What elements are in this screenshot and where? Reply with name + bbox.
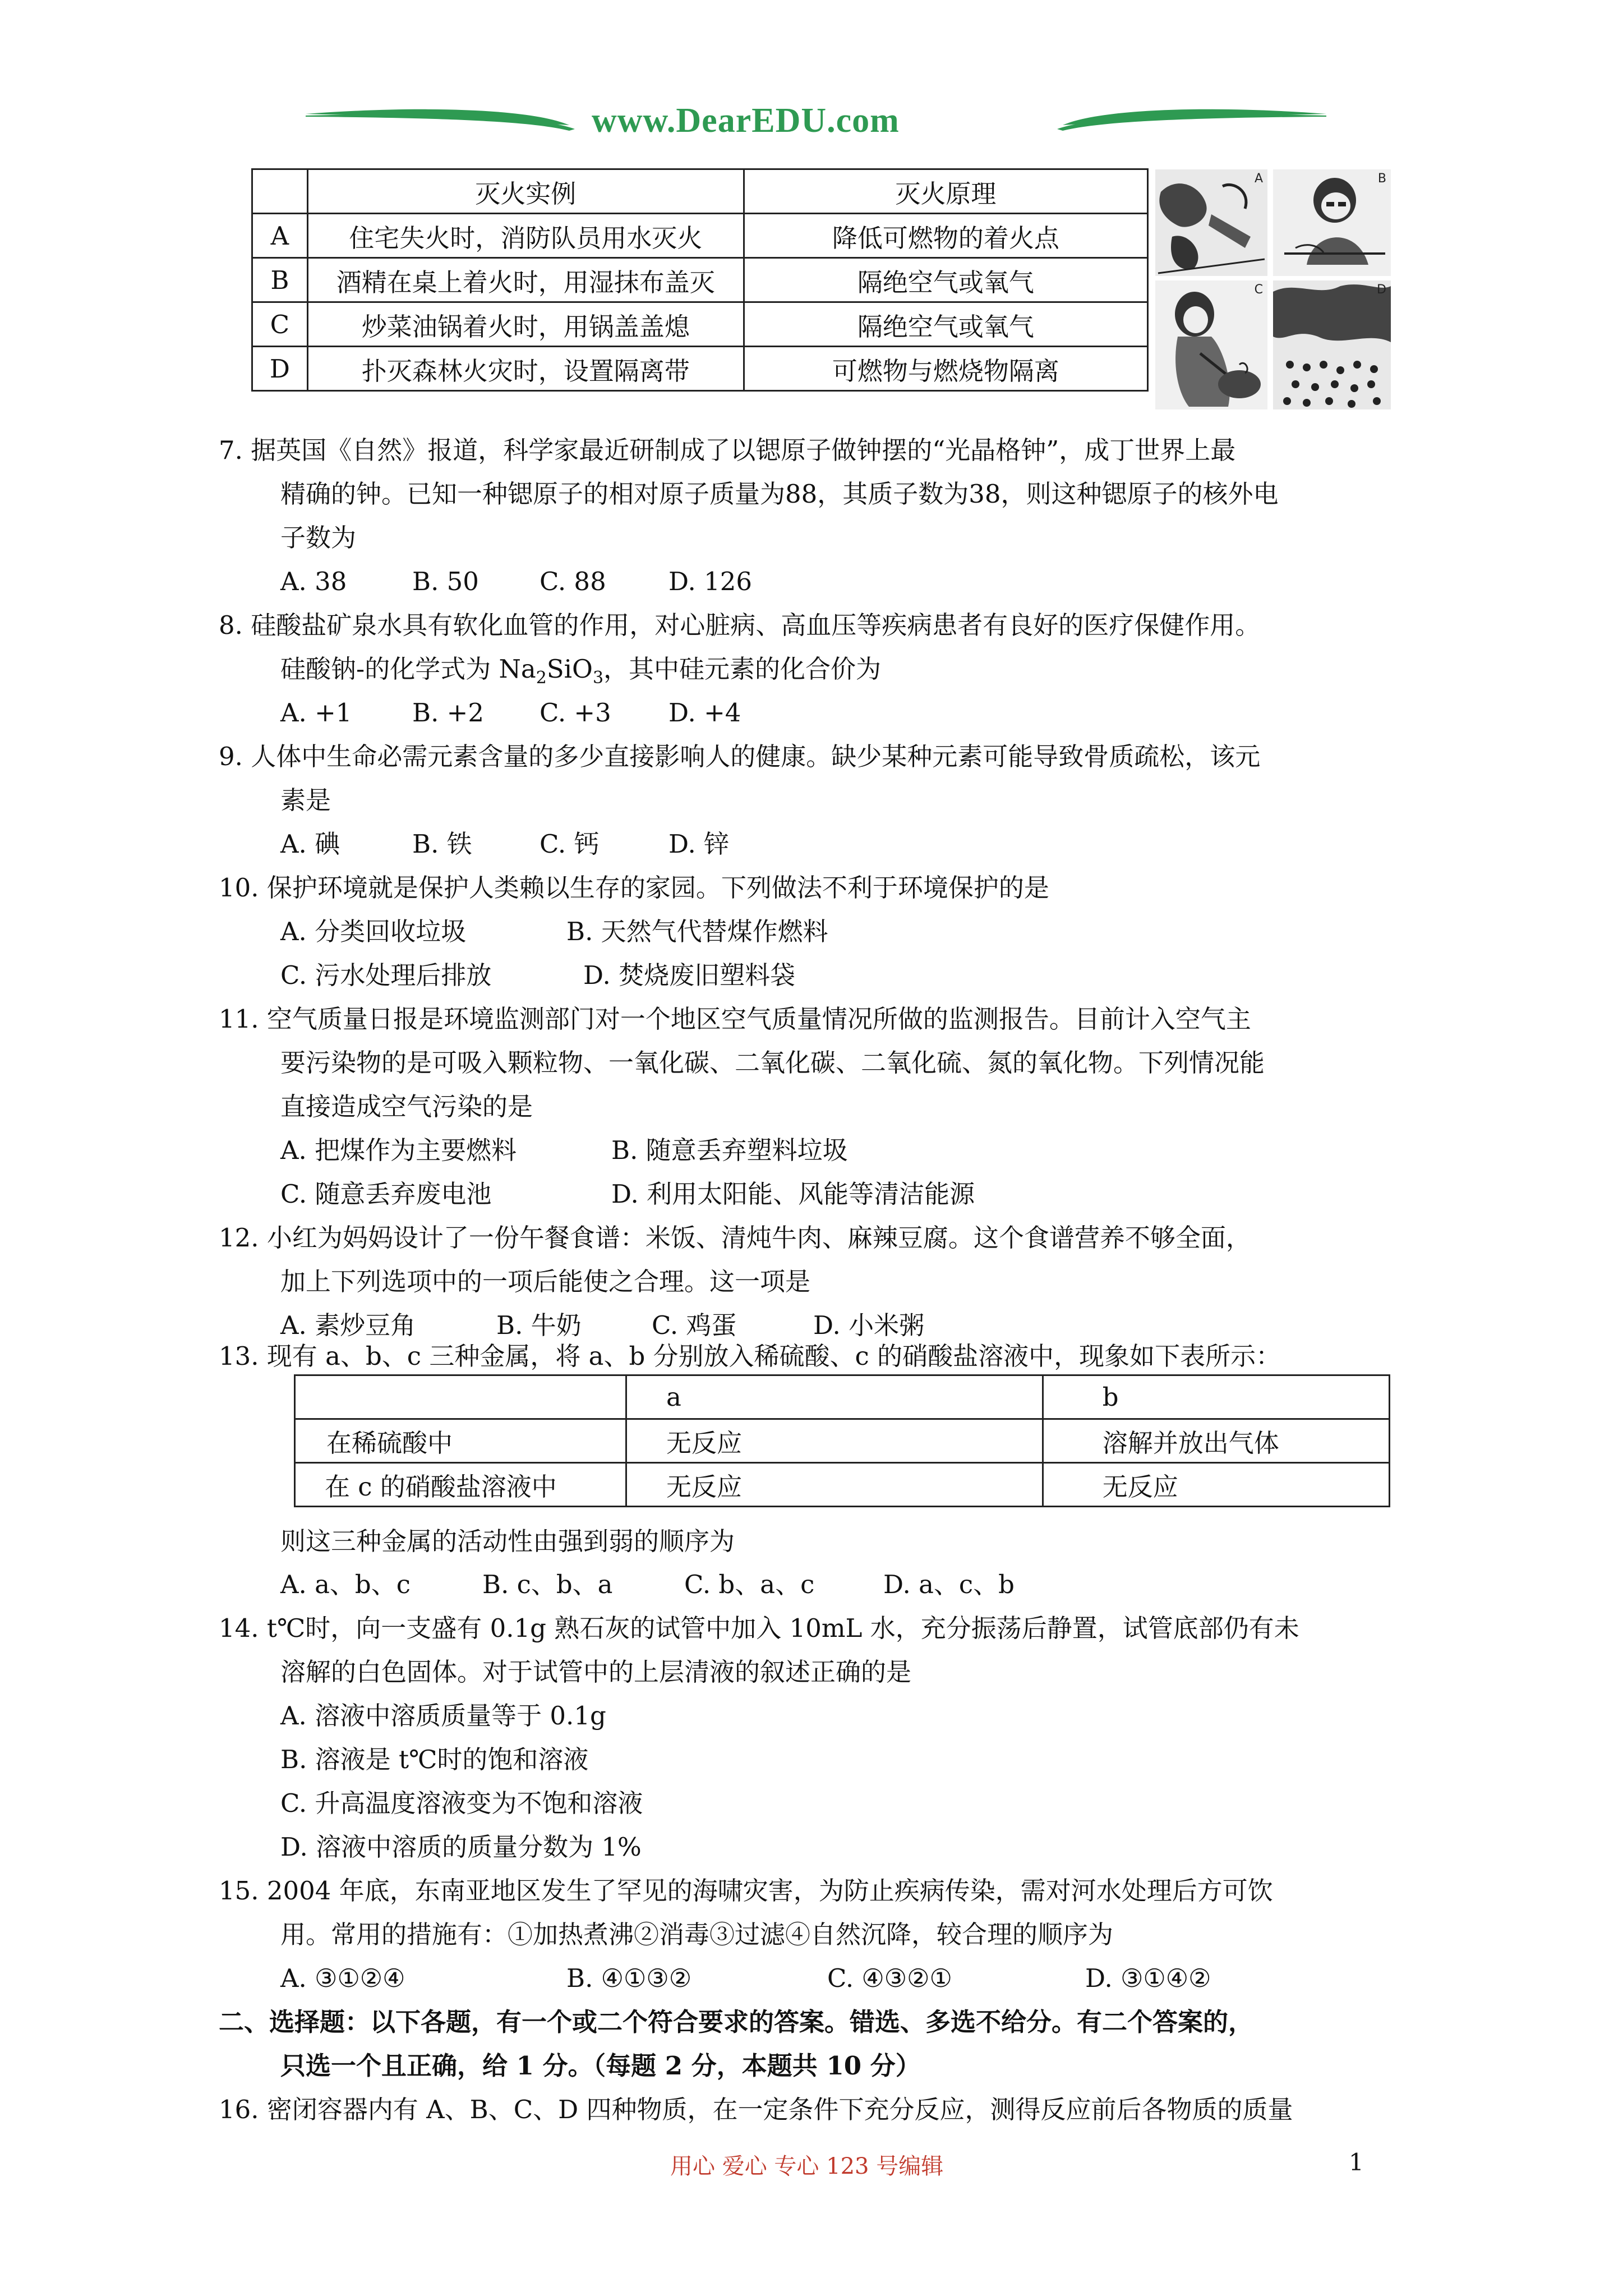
person-at-table-illustration — [1273, 169, 1391, 276]
q10-option-b: B. 天然气代替煤作燃料 — [566, 917, 828, 946]
q8-text: 硅酸钠-的化学式为 Na — [280, 654, 536, 684]
picture-label: B — [1377, 172, 1386, 186]
q8-text: ，其中硅元素的化合价为 — [603, 654, 882, 684]
q7-option-c: C. 88 — [540, 567, 606, 596]
q8-text: SiO — [546, 654, 593, 684]
q14-option-d: D. 溶液中溶质的质量分数为 1% — [280, 1832, 642, 1862]
table-header-cell: 灭火原理 — [744, 169, 1147, 214]
fire-extinguish-table — [251, 168, 1149, 392]
q13-option-c: C. b、a、c — [684, 1570, 815, 1599]
illustration-b — [1273, 169, 1391, 276]
q16-line-1: 16. 密闭容器内有 A、B、C、D 四种物质，在一定条件下充分反应，测得反应前后各物质的质量 — [219, 2095, 1293, 2124]
q10-option-c: C. 污水处理后排放 — [280, 960, 492, 990]
q9-line-2: 素是 — [280, 785, 331, 815]
q14-line-2: 溶解的白色固体。对于试管中的上层清液的叙述正确的是 — [280, 1657, 912, 1687]
q13-option-d: D. a、c、b — [883, 1570, 1015, 1599]
q14-line-1: 14. t℃时，向一支盛有 0.1g 熟石灰的试管中加入 10mL 水，充分振荡后静置，试管底部仍有未 — [219, 1613, 1299, 1643]
table-cell: 隔绝空气或氧气 — [744, 302, 1147, 347]
section2-heading-line-1: 二、选择题：以下各题，有一个或二个符合要求的答案。错选、多选不给分。有二个答案的， — [219, 2007, 1254, 2037]
picture-label: C — [1254, 283, 1263, 297]
q7-option-b: B. 50 — [412, 567, 479, 596]
table-cell: 无反应 — [626, 1419, 1043, 1463]
q14-option-a: A. 溶液中溶质质量等于 0.1g — [280, 1701, 606, 1731]
table-cell: 炒菜油锅着火时，用锅盖盖熄 — [307, 302, 744, 347]
table-row — [252, 347, 1148, 391]
table-header-cell — [252, 169, 308, 214]
q14-option-b: B. 溶液是 t℃时的饱和溶液 — [280, 1745, 589, 1774]
table-header-cell: b — [1043, 1375, 1389, 1419]
q15-option-d: D. ③①④② — [1085, 1963, 1211, 1993]
table-header-row — [295, 1375, 1390, 1419]
table-row — [252, 302, 1148, 347]
q11-line-3: 直接造成空气污染的是 — [280, 1092, 533, 1121]
subscript: 3 — [592, 668, 604, 688]
table-cell: D — [252, 347, 308, 391]
q7-option-a: A. 38 — [280, 567, 347, 596]
table-cell: 无反应 — [1043, 1463, 1389, 1507]
q10-option-d: D. 焚烧废旧塑料袋 — [583, 960, 796, 990]
q13-option-a: A. a、b、c — [280, 1570, 411, 1599]
q7-line-3: 子数为 — [280, 523, 357, 553]
q8-option-c: C. +3 — [540, 698, 611, 728]
table-cell: B — [252, 258, 308, 302]
q13-option-b: B. c、b、a — [482, 1570, 613, 1599]
table-cell: 溶解并放出气体 — [1043, 1419, 1389, 1463]
illustration-d — [1273, 280, 1391, 409]
forest-fire-illustration — [1273, 280, 1391, 409]
table-cell: 在稀硫酸中 — [295, 1419, 626, 1463]
picture-label: D — [1377, 283, 1386, 297]
q7-line-2: 精确的钟。已知一种锶原子的相对原子质量为88，其质子数为38，则这种锶原子的核外电 — [280, 479, 1279, 509]
table-row — [295, 1463, 1390, 1507]
q8-line-1: 8. 硅酸盐矿泉水具有软化血管的作用，对心脏病、高血压等疾病患者有良好的医疗保健作用。 — [219, 610, 1261, 640]
q11-line-2: 要污染物的是可吸入颗粒物、一氧化碳、二氧化碳、二氧化硫、氮的氧化物。下列情况能 — [280, 1048, 1265, 1078]
table-row — [252, 258, 1148, 302]
site-title: www.DearEDU.com — [592, 102, 900, 140]
table-cell: C — [252, 302, 308, 347]
page-number: 1 — [1349, 2148, 1364, 2176]
firefighter-illustration — [1155, 169, 1267, 276]
table-header-cell: a — [626, 1375, 1043, 1419]
q12-line-2: 加上下列选项中的一项后能使之合理。这一项是 — [280, 1267, 811, 1296]
q15-option-a: A. ③①②④ — [280, 1963, 405, 1993]
q13-line-1: 13. 现有 a、b、c 三种金属，将 a、b 分别放入稀硫酸、c 的硝酸盐溶液中，现象如下表所示： — [219, 1341, 1281, 1371]
q12-line-1: 12. 小红为妈妈设计了一份午餐食谱：米饭、清炖牛肉、麻辣豆腐。这个食谱营养不够全面， — [219, 1223, 1251, 1253]
table-header-cell — [295, 1375, 626, 1419]
q11-option-c: C. 随意丢弃废电池 — [280, 1179, 492, 1209]
q11-option-b: B. 随意丢弃塑料垃圾 — [611, 1135, 848, 1165]
q7-option-d: D. 126 — [668, 567, 752, 596]
q9-line-1: 9. 人体中生命必需元素含量的多少直接影响人的健康。缺少某种元素可能导致骨质疏松，该元 — [219, 742, 1261, 771]
q15-line-2: 用。常用的措施有：①加热煮沸②消毒③过滤④自然沉降，较合理的顺序为 — [280, 1920, 1114, 1949]
table-cell: 酒精在桌上着火时，用湿抹布盖灭 — [307, 258, 744, 302]
table-header-cell: 灭火实例 — [307, 169, 744, 214]
table-cell: 无反应 — [626, 1463, 1043, 1507]
q15-line-1: 15. 2004 年底，东南亚地区发生了罕见的海啸灾害，为防止疾病传染，需对河水处理后方可饮 — [219, 1876, 1273, 1906]
q12-option-d: D. 小米粥 — [813, 1310, 925, 1340]
q10-line-1: 10. 保护环境就是保护人类赖以生存的家园。下列做法不利于环境保护的是 — [219, 873, 1049, 903]
table-cell: 在 c 的硝酸盐溶液中 — [295, 1463, 626, 1507]
q12-option-c: C. 鸡蛋 — [652, 1310, 737, 1340]
table-header-row — [252, 169, 1148, 214]
table-row — [295, 1419, 1390, 1463]
q15-option-b: B. ④①③② — [566, 1963, 692, 1993]
q13-after: 则这三种金属的活动性由强到弱的顺序为 — [280, 1526, 735, 1556]
table-cell: 扑灭森林火灾时，设置隔离带 — [307, 347, 744, 391]
section2-heading-line-2: 只选一个且正确，给 1 分。（每题 2 分，本题共 10 分） — [280, 2051, 921, 2081]
q8-option-d: D. +4 — [668, 698, 741, 728]
q9-option-d: D. 锌 — [668, 829, 730, 859]
q8-option-a: A. +1 — [280, 698, 352, 728]
q15-option-c: C. ④③②① — [827, 1963, 952, 1993]
q8-option-b: B. +2 — [412, 698, 485, 728]
table-cell: 可燃物与燃烧物隔离 — [744, 347, 1147, 391]
footer-text: 用心 爱心 专心 123 号编辑 — [670, 2154, 944, 2179]
table-cell: 隔绝空气或氧气 — [744, 258, 1147, 302]
q12-option-a: A. 素炒豆角 — [280, 1310, 416, 1340]
q7-line-1: 7. 据英国《自然》报道，科学家最近研制成了以锶原子做钟摆的“光晶格钟”，成丁世界上最 — [219, 435, 1236, 465]
q9-option-b: B. 铁 — [412, 829, 472, 859]
q12-option-b: B. 牛奶 — [496, 1310, 582, 1340]
q14-option-c: C. 升高温度溶液变为不饱和溶液 — [280, 1788, 643, 1818]
table-cell: 降低可燃物的着火点 — [744, 214, 1147, 258]
subscript: 2 — [536, 668, 547, 688]
q9-option-c: C. 钙 — [540, 829, 600, 859]
table-cell: A — [252, 214, 308, 258]
q11-option-d: D. 利用太阳能、风能等清洁能源 — [611, 1179, 975, 1209]
metal-reaction-table — [294, 1374, 1390, 1507]
table-cell: 住宅失火时，消防队员用水灭火 — [307, 214, 744, 258]
q11-option-a: A. 把煤作为主要燃料 — [280, 1135, 517, 1165]
illustration-a — [1155, 169, 1267, 276]
table-row — [252, 214, 1148, 258]
q11-line-1: 11. 空气质量日报是环境监测部门对一个地区空气质量情况所做的监测报告。目前计入空气主 — [219, 1004, 1251, 1034]
q9-option-a: A. 碘 — [280, 829, 340, 859]
illustration-c — [1155, 280, 1267, 409]
picture-label: A — [1254, 172, 1263, 186]
q8-line-2 — [280, 654, 881, 694]
person-cooking-illustration — [1155, 280, 1267, 409]
q10-option-a: A. 分类回收垃圾 — [280, 917, 467, 946]
